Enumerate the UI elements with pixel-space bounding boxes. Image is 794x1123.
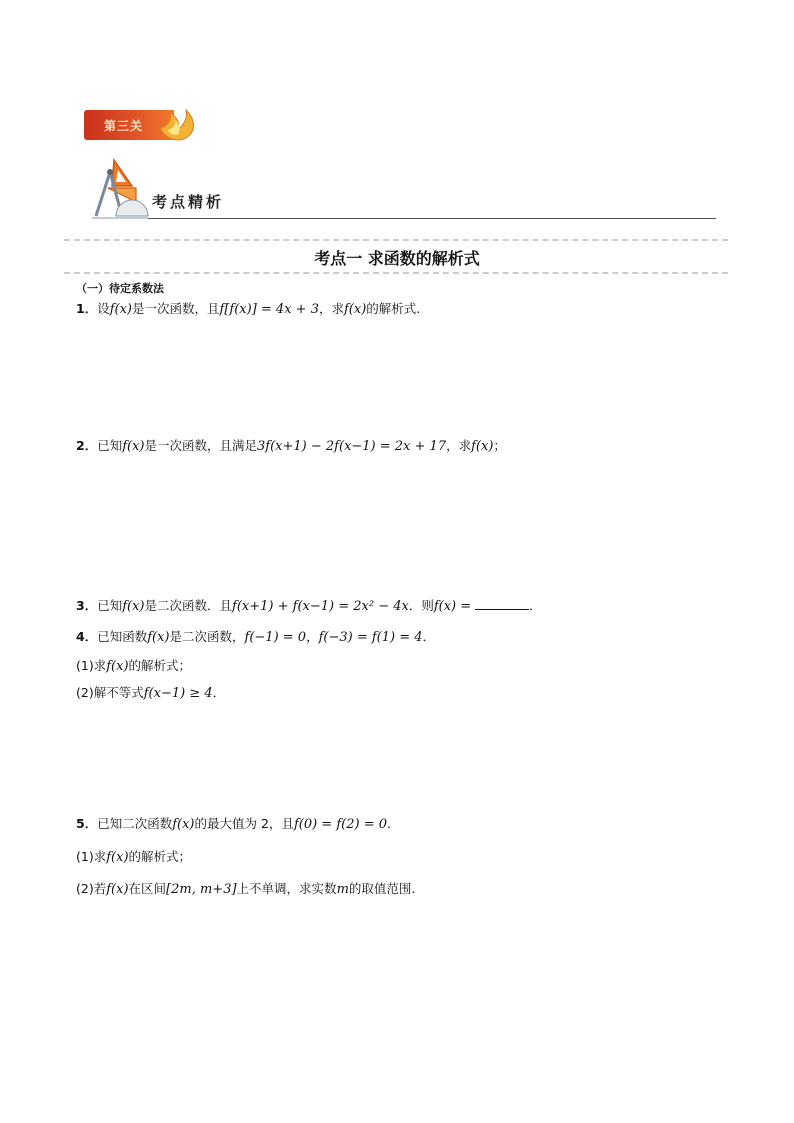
part-number: (1) (76, 658, 94, 673)
question-text: 已知 (97, 438, 123, 453)
math-expression: f(x) (106, 850, 129, 865)
question-text: 是二次函数， (169, 629, 245, 644)
question-text: ，求 (318, 301, 344, 316)
math-expression: f(x) (147, 630, 170, 645)
part-number: (1) (76, 849, 94, 864)
question-text: ； (493, 438, 506, 453)
question-text: 上不单调，求实数 (236, 881, 337, 896)
question-text: 解不等式 (93, 685, 144, 700)
question-text: 已知二次函数 (97, 816, 173, 831)
math-expression: f(x) (122, 599, 145, 614)
math-expression: [2m, m+3] (166, 882, 237, 897)
question-text: ． (422, 629, 436, 644)
question-5 (76, 814, 391, 832)
math-expression: f(x+1) + f(x−1) = 2x² − 4x (232, 599, 409, 614)
question-number: 4． (76, 629, 98, 644)
question-text: 的解析式； (128, 849, 192, 864)
question-text: 已知 (97, 598, 123, 613)
title-dashed-rule-top (64, 239, 728, 241)
drawing-tools-icon (88, 158, 150, 220)
section-divider (148, 218, 716, 219)
level-banner-label: 第三关 (104, 119, 144, 133)
question-3 (76, 596, 542, 614)
question-text: 若 (93, 881, 107, 896)
question-text: 的最大值为 2，且 (194, 816, 294, 831)
question-4 (76, 627, 435, 645)
question-text: 的取值范围. (348, 881, 416, 896)
method-subheading: （一）待定系数法 (76, 282, 164, 295)
question-4-part-1 (76, 656, 191, 674)
math-expression: f(x) (106, 659, 129, 674)
question-2 (76, 436, 506, 454)
math-expression: f(x) (109, 302, 133, 317)
question-text: 的解析式； (128, 658, 192, 673)
answer-blank (475, 599, 529, 610)
section-title: 考点精析 (152, 193, 225, 211)
math-expression: f(−3) = f(1) = 4 (318, 630, 423, 645)
math-expression: f(x) = (433, 599, 472, 614)
flame-decoration-icon (158, 106, 198, 142)
question-text: 求 (93, 658, 107, 673)
math-expression: f(0) = f(2) = 0 (293, 817, 387, 832)
math-expression: m (336, 882, 349, 897)
question-number: 3． (76, 598, 98, 613)
question-number: 5． (76, 816, 98, 831)
question-text: ． (212, 685, 226, 700)
math-expression: 3f(x+1) − 2f(x−1) = 2x + 17 (257, 439, 447, 454)
math-expression: f(x) (172, 817, 195, 832)
page-title: 考点一 求函数的解析式 (314, 249, 480, 268)
question-text: 是一次函数，且 (132, 301, 220, 316)
question-text: ，求 (446, 438, 472, 453)
math-expression: f(x−1) ≥ 4 (143, 686, 213, 701)
math-expression: f(x) (122, 439, 145, 454)
question-text: ． (529, 598, 542, 613)
question-text: 的解析式. (366, 301, 421, 316)
question-text: 在区间 (128, 881, 167, 896)
question-5-part-1 (76, 847, 191, 865)
math-expression: f(x) (343, 302, 367, 317)
question-text: ， (306, 629, 319, 644)
math-expression: f[f(x)] = 4x + 3 (219, 302, 319, 317)
question-text: . (387, 816, 391, 831)
title-dashed-rule-bottom (64, 272, 728, 274)
question-5-part-2 (76, 879, 415, 897)
question-text: ．则 (408, 598, 434, 613)
question-number: 2． (76, 438, 98, 453)
question-text: 是一次函数，且满足 (144, 438, 258, 453)
math-expression: f(−1) = 0 (244, 630, 307, 645)
question-text: 求 (93, 849, 107, 864)
math-expression: f(x) (471, 439, 494, 454)
part-number: (2) (76, 685, 94, 700)
math-expression: f(x) (106, 882, 129, 897)
question-text: 设 (97, 301, 110, 316)
part-number: (2) (76, 881, 94, 896)
question-4-part-2 (76, 683, 225, 701)
question-text: 已知函数 (97, 629, 148, 644)
question-1 (76, 299, 420, 317)
question-text: 是二次函数．且 (144, 598, 233, 613)
question-number: 1． (76, 301, 98, 316)
